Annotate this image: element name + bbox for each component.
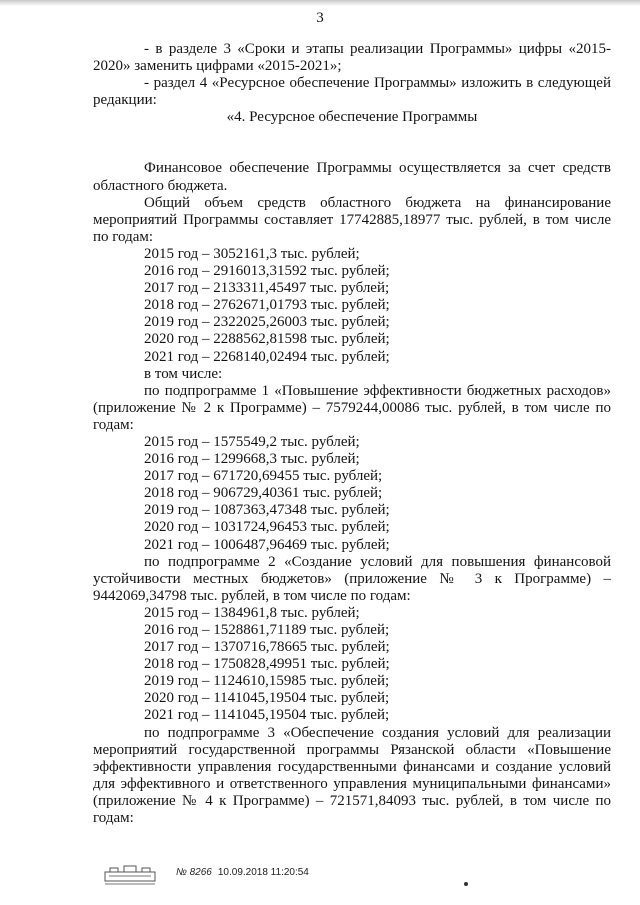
total-year-line: 2015 год – 3052161,3 тыс. рублей; bbox=[144, 245, 360, 262]
registration-datetime: 10.09.2018 11:20:54 bbox=[217, 867, 309, 878]
registry-seal-icon bbox=[104, 864, 156, 886]
total-year-line: 2017 год – 2133311,45497 тыс. рублей; bbox=[144, 280, 390, 297]
registration-footer bbox=[104, 862, 524, 888]
page-number: 3 bbox=[316, 10, 324, 26]
total-year-line: 2016 год – 2916013,31592 тыс. рублей; bbox=[144, 263, 390, 280]
scan-edge bbox=[0, 0, 640, 6]
sub1-year-line: 2015 год – 1575549,2 тыс. рублей; bbox=[144, 433, 360, 450]
registration-number: № 8266 bbox=[176, 867, 212, 878]
subprogram-1-paragraph: по подпрограмме 1 «Повышение эффективности бюджетных расходов» (приложение № 2 к Программе) – 7579244,00086 тыс. рублей, в том числе по годам: bbox=[93, 382, 611, 433]
sub2-year-line: 2020 год – 1141045,19504 тыс. рублей; bbox=[144, 690, 390, 707]
sub2-year-line: 2019 год – 1124610,15985 тыс. рублей; bbox=[144, 673, 390, 690]
financing-paragraph: Финансовое обеспечение Программы осуществляется за счет средств областного бюджета. bbox=[93, 160, 611, 194]
sub1-year-line: 2019 год – 1087363,47348 тыс. рублей; bbox=[144, 502, 390, 519]
total-year-line: 2018 год – 2762671,01793 тыс. рублей; bbox=[144, 297, 390, 314]
sub1-year-line: 2020 год – 1031724,96453 тыс. рублей; bbox=[144, 519, 390, 536]
sub2-year-line: 2017 год – 1370716,78665 тыс. рублей; bbox=[144, 639, 390, 656]
sub2-year-line: 2021 год – 1141045,19504 тыс. рублей; bbox=[144, 707, 390, 724]
sub2-year-line: 2018 год – 1750828,49951 тыс. рублей; bbox=[144, 656, 390, 673]
section-heading: «4. Ресурсное обеспечение Программы bbox=[226, 109, 478, 126]
sub2-year-line: 2015 год – 1384961,8 тыс. рублей; bbox=[144, 604, 360, 621]
total-year-line: 2020 год – 2288562,81598 тыс. рублей; bbox=[144, 331, 390, 348]
sub1-year-line: 2021 год – 1006487,96469 тыс. рублей; bbox=[144, 536, 390, 553]
document-body bbox=[93, 41, 611, 827]
total-year-line: 2019 год – 2322025,26003 тыс. рублей; bbox=[144, 314, 390, 331]
spacer bbox=[93, 143, 611, 160]
total-paragraph: Общий объем средств областного бюджета на финансирование мероприятий Программы составляет 17742885,18977 тыс. рублей, в том числе по годам: bbox=[93, 194, 611, 245]
subprogram-3-paragraph: по подпрограмме 3 «Обеспечение создания условий для реализации мероприятий государственной программы Рязанской области «Повышение эффективности управления государственными финансами и создание условий для эффективного и ответственного управления муниципальными финансами» (приложение № 4 к Программе) – 721571,84093 тыс. рублей, в том числе по годам: bbox=[93, 724, 611, 827]
subprogram-2-paragraph: по подпрограмме 2 «Создание условий для повышения финансовой устойчивости местных бюджетов» (приложение № 3 к Программе) – 9442069,34798 тыс. рублей, в том числе по годам: bbox=[93, 553, 611, 604]
intro-paragraph-2: - раздел 4 «Ресурсное обеспечение Программы» изложить в следующей редакции: bbox=[93, 75, 611, 109]
total-year-line: 2021 год – 2268140,02494 тыс. рублей; bbox=[144, 348, 390, 365]
sub1-year-line: 2016 год – 1299668,3 тыс. рублей; bbox=[144, 451, 360, 468]
spacer bbox=[93, 126, 611, 143]
including-label: в том числе: bbox=[144, 365, 223, 382]
sub1-year-line: 2018 год – 906729,40361 тыс. рублей; bbox=[144, 485, 383, 502]
sub2-year-line: 2016 год – 1528861,71189 тыс. рублей; bbox=[144, 622, 390, 638]
intro-paragraph-1: - в разделе 3 «Сроки и этапы реализации Программы» цифры «2015-2020» заменить цифрами «2015-2021»; bbox=[93, 41, 611, 75]
sub1-year-line: 2017 год – 671720,69455 тыс. рублей; bbox=[144, 468, 383, 485]
registration-stamp bbox=[176, 867, 309, 878]
scan-mark bbox=[464, 882, 468, 886]
